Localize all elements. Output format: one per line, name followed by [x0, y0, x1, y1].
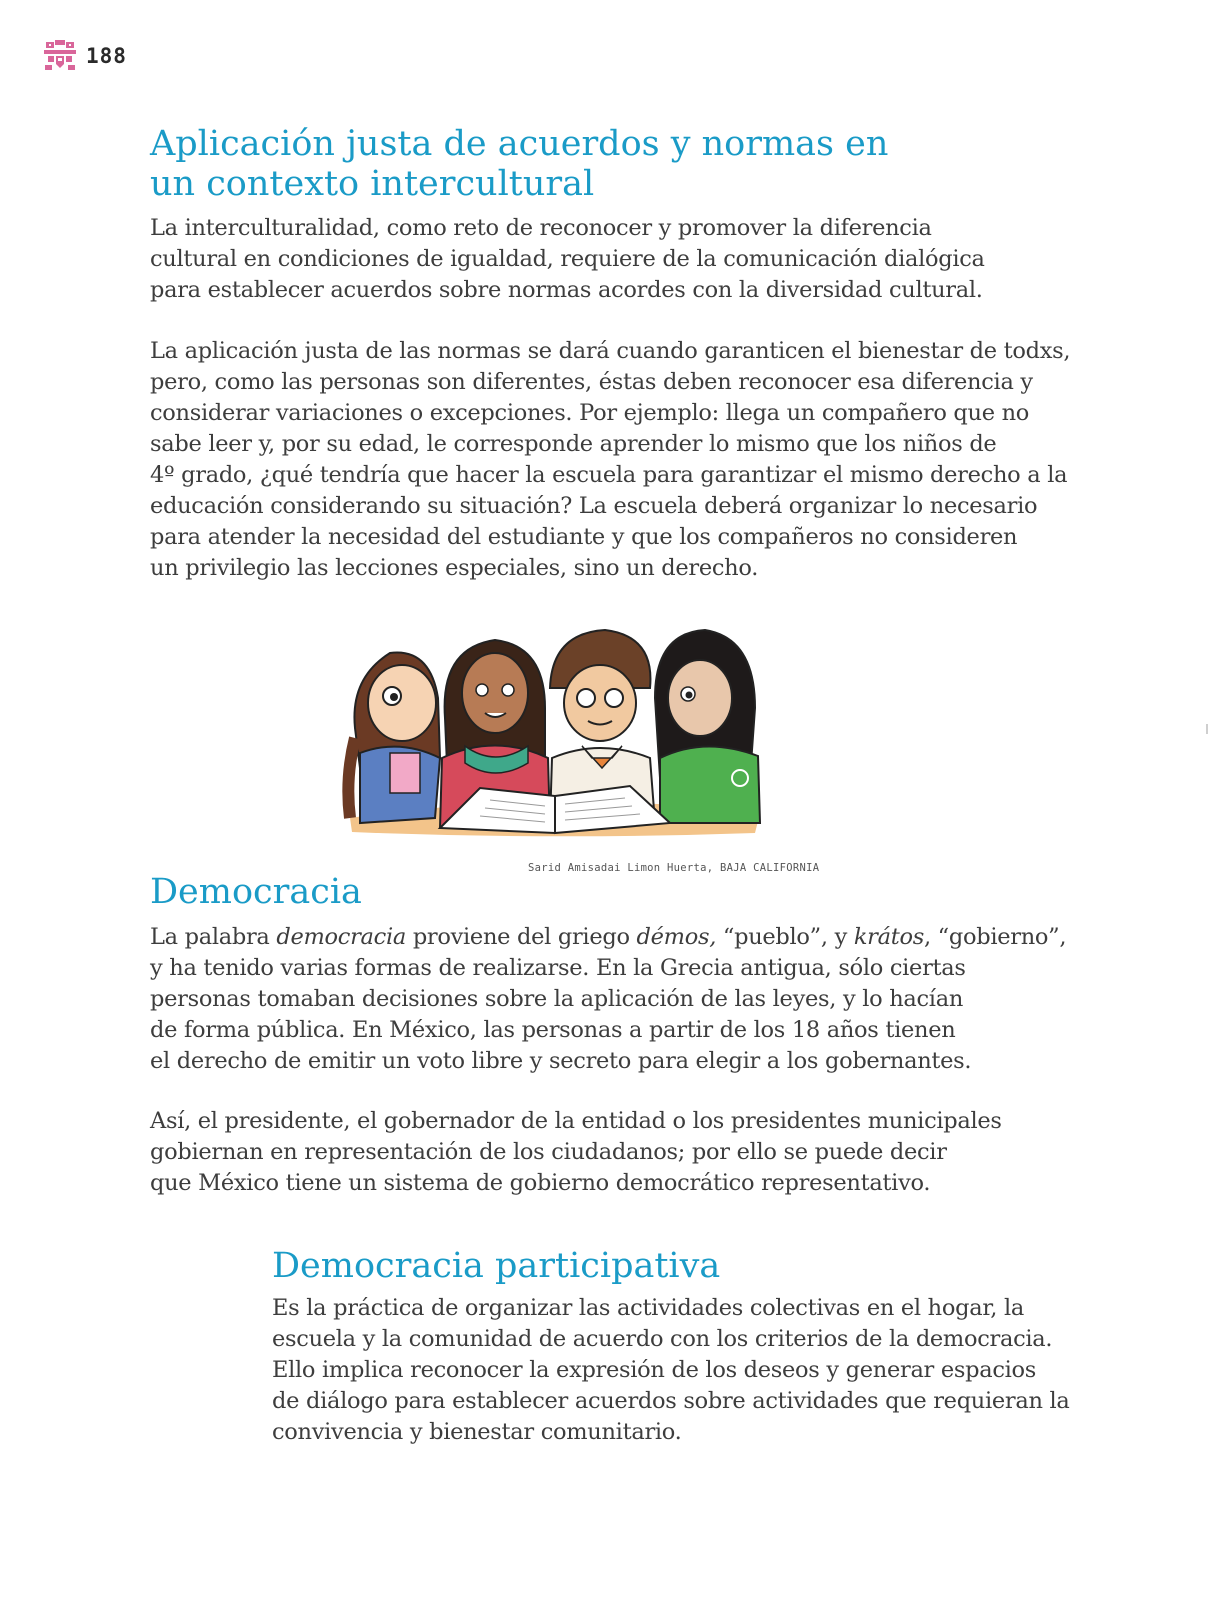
paragraph-democracia-origen: [150, 922, 1066, 1077]
paragraph-interculturalidad: [150, 213, 985, 306]
section-title-democracia-participativa: Democracia participativa: [272, 1246, 721, 1286]
text-line: para atender la necesidad del estudiante y que los compañeros no consideren: [150, 524, 1018, 550]
section-title-line: Aplicación justa de acuerdos y normas en: [150, 124, 889, 164]
italic-term: démos,: [636, 924, 717, 950]
paragraph-democracia-participativa: [272, 1293, 1070, 1448]
decorative-glyph-icon: [42, 38, 78, 74]
text-line: que México tiene un sistema de gobierno democrático representativo.: [150, 1170, 931, 1196]
child-girl-braids: [348, 653, 440, 823]
text-line: Es la práctica de organizar las actividades colectivas en el hogar, la: [272, 1295, 1025, 1321]
italic-term: krátos: [853, 924, 924, 950]
section-title-line: un contexto intercultural: [150, 164, 595, 204]
text-line: sabe leer y, por su edad, le corresponde aprender lo mismo que los niños de: [150, 431, 997, 457]
text-line: un privilegio las lecciones especiales, sino un derecho.: [150, 555, 759, 581]
text-line: La interculturalidad, como reto de reconocer y promover la diferencia: [150, 215, 932, 241]
text-line: Así, el presidente, el gobernador de la entidad o los presidentes municipales: [150, 1108, 1002, 1134]
illustration-credit: Sarid Amisadai Limon Huerta, BAJA CALIFORNIA: [528, 862, 820, 874]
section-title-democracia: Democracia: [150, 872, 362, 912]
text-line: cultural en condiciones de igualdad, requiere de la comunicación dialógica: [150, 246, 985, 272]
text-line: gobiernan en representación de los ciudadanos; por ello se puede decir: [150, 1139, 947, 1165]
text-line: 4º grado, ¿qué tendría que hacer la escuela para garantizar el mismo derecho a la: [150, 462, 1068, 488]
text-line: de diálogo para establecer acuerdos sobre actividades que requieran la: [272, 1388, 1070, 1414]
text-line: escuela y la comunidad de acuerdo con los criterios de la democracia.: [272, 1326, 1053, 1352]
text-line: el derecho de emitir un voto libre y secreto para elegir a los gobernantes.: [150, 1048, 972, 1074]
child-girl-hoodie: [655, 630, 760, 823]
text-line: La aplicación justa de las normas se dará cuando garanticen el bienestar de todxs,: [150, 338, 1071, 364]
text-line: para establecer acuerdos sobre normas acordes con la diversidad cultural.: [150, 277, 983, 303]
text-line: Ello implica reconocer la expresión de los deseos y generar espacios: [272, 1357, 1037, 1383]
text-line: considerar variaciones o excepciones. Por ejemplo: llega un compañero que no: [150, 400, 1030, 426]
page-edge-mark: [1206, 724, 1208, 734]
text-run: “pueblo”, y: [716, 924, 854, 950]
text-line: convivencia y bienestar comunitario.: [272, 1419, 682, 1445]
paragraph-democracia-representativa: [150, 1106, 1002, 1199]
text-line: educación considerando su situación? La escuela deberá organizar lo necesario: [150, 493, 1038, 519]
text-line-with-italics: [150, 922, 1066, 953]
text-line: y ha tenido varias formas de realizarse. En la Grecia antigua, sólo ciertas: [150, 955, 966, 981]
page-number: 188: [86, 44, 127, 68]
section-title-intercultural: [150, 124, 888, 204]
text-line: personas tomaban decisiones sobre la aplicación de las leyes, y lo hacían: [150, 986, 964, 1012]
text-run: , “gobierno”,: [923, 924, 1067, 950]
italic-term: democracia: [276, 924, 406, 950]
text-line: de forma pública. En México, las personas a partir de los 18 años tienen: [150, 1017, 956, 1043]
page-header: [42, 38, 127, 74]
text-run: La palabra: [150, 924, 277, 950]
children-reading-illustration: [330, 618, 780, 850]
text-line: pero, como las personas son diferentes, éstas deben reconocer esa diferencia y: [150, 369, 1033, 395]
text-run: proviene del griego: [405, 924, 637, 950]
paragraph-aplicacion-justa: [150, 336, 1070, 584]
